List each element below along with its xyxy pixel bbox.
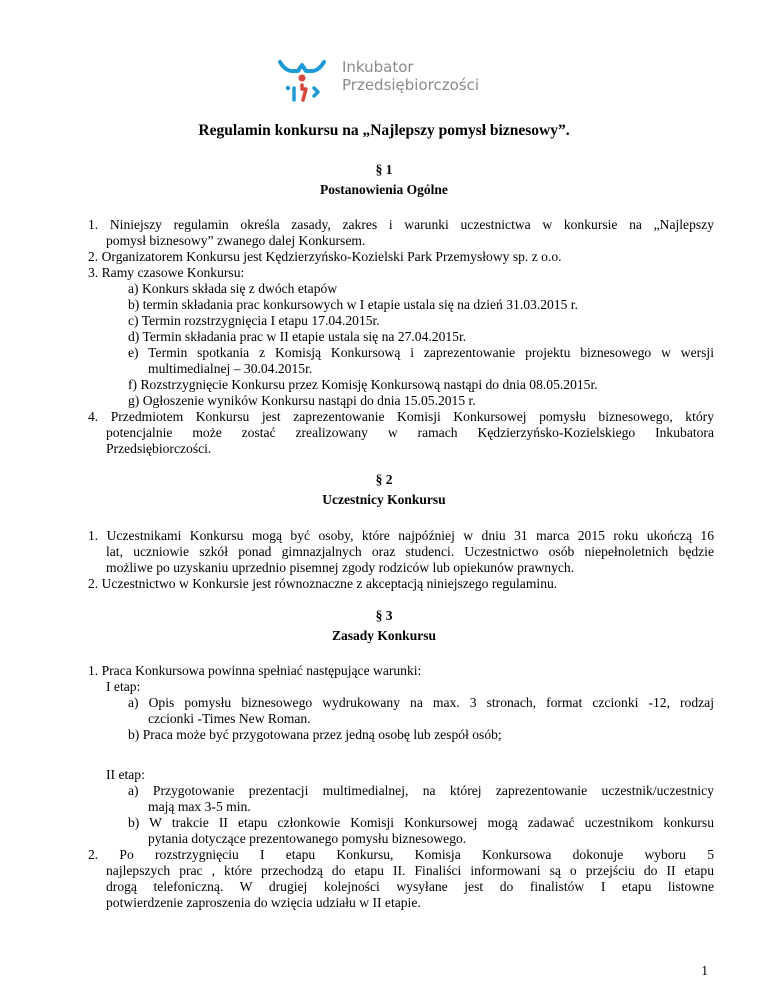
s2-p1-line2: lat, uczniowie szkół ponad gimnazjalnych oraz studenci. Uczestnictwo osób niepełnoletnich będzie bbox=[106, 544, 714, 559]
section-3-header bbox=[0, 608, 768, 643]
section-1-heading: Postanowienia Ogólne bbox=[320, 181, 448, 197]
section-3-heading: Zasady Konkursu bbox=[332, 627, 436, 643]
s3-p1: 1. Praca Konkursowa powinna spełniać następujące warunki: bbox=[88, 663, 422, 678]
s1-item-c: c) Termin rozstrzygnięcia I etapu 17.04.2015r. bbox=[128, 313, 380, 328]
s3-etap2-a-line1: a) Przygotowanie prezentacji multimedialnej, na której zaprezentowanie uczestnik/uczestnicy bbox=[128, 783, 714, 798]
s1-item-e-line1: e) Termin spotkania z Komisją Konkursową i zaprezentowanie projektu biznesowego w wersji bbox=[128, 345, 714, 360]
logo-line2: Przedsiębiorczości bbox=[342, 76, 480, 94]
s3-p2-line4: potwierdzenie zaproszenia do wzięcia udziału w II etapie. bbox=[106, 895, 421, 910]
logo-figure-icon bbox=[272, 52, 334, 108]
logo-line1: Inkubator bbox=[342, 58, 414, 76]
document-title: Regulamin konkursu na „Najlepszy pomysł biznesowy”. bbox=[198, 122, 570, 139]
s2-p2: 2. Uczestnictwo w Konkursie jest równoznaczne z akceptacją niniejszego regulaminu. bbox=[88, 576, 558, 591]
section-1-header bbox=[0, 162, 768, 197]
s3-etap1-b: b) Praca może być przygotowana przez jedną osobę lub zespół osób; bbox=[128, 727, 502, 742]
s3-etap2-b-line1: b) W trakcie II etapu członkowie Komisji Konkursowej mogą zadawać uczestnikom konkursu bbox=[128, 815, 714, 830]
inkubator-logo bbox=[272, 52, 502, 108]
s2-p1-line3: możliwe po uzyskaniu uprzednio pisemnej zgody rodziców lub opiekunów prawnych. bbox=[106, 560, 575, 575]
s3-etap2-a-line2: mają max 3-5 min. bbox=[148, 799, 251, 814]
s1-item-f: f) Rozstrzygnięcie Konkursu przez Komisję Konkursową nastąpi do dnia 08.05.2015r. bbox=[128, 377, 598, 392]
s1-item-a: a) Konkurs składa się z dwóch etapów bbox=[128, 281, 338, 296]
s3-etap1: I etap: bbox=[106, 679, 141, 694]
logo-text bbox=[342, 58, 479, 94]
s3-p2-line1: 2. Po rozstrzygnięciu I etapu Konkursu, Komisja Konkursowa dokonuje wyboru 5 bbox=[88, 847, 714, 862]
s3-p2-line3: drogą telefoniczną. W drugiej kolejności wysyłane jest do finalistów I etapu listowne bbox=[106, 879, 714, 894]
section-2-heading: Uczestnicy Konkursu bbox=[322, 491, 446, 507]
s1-p4-line3: Przedsiębiorczości. bbox=[106, 441, 212, 456]
s1-item-d: d) Termin składania prac w II etapie ustala się na 27.04.2015r. bbox=[128, 329, 467, 344]
section-1-number: § 1 bbox=[375, 162, 393, 177]
s2-p1-line1: 1. Uczestnikami Konkursu mogą być osoby, które najpóźniej w dniu 31 marca 2015 roku ukończą 16 bbox=[88, 528, 714, 543]
s1-p1-line1: 1. Niniejszy regulamin określa zasady, zakres i warunki uczestnictwa w konkursie na „Najlepszy bbox=[88, 217, 714, 232]
s1-p3: 3. Ramy czasowe Konkursu: bbox=[88, 265, 245, 280]
s3-etap1-a-line1: a) Opis pomysłu biznesowego wydrukowany na max. 3 stronach, format czcionki -12, rodzaj bbox=[128, 695, 714, 710]
s1-p4-line2: potencjalnie może zostać zrealizowany w ramach Kędzierzyńsko-Kozielskiego Inkubatora bbox=[106, 425, 714, 440]
page-number: 1 bbox=[701, 963, 708, 978]
section-3-number: § 3 bbox=[375, 608, 393, 623]
s3-etap2: II etap: bbox=[106, 767, 145, 782]
section-2-number: § 2 bbox=[375, 472, 393, 487]
s3-p2-line2: najlepszych prac , które przechodzą do etapu II. Finaliści informowani są o przejściu do II etapu bbox=[106, 863, 714, 878]
s1-item-e-line2: multimedialnej – 30.04.2015r. bbox=[148, 361, 313, 376]
s3-etap1-a-line2: czcionki -Times New Roman. bbox=[148, 711, 311, 726]
s1-item-g: g) Ogłoszenie wyników Konkursu nastąpi do dnia 15.05.2015 r. bbox=[128, 393, 476, 408]
s1-item-b: b) termin składania prac konkursowych w I etapie ustala się na dzień 31.03.2015 r. bbox=[128, 297, 578, 312]
section-2-header bbox=[0, 472, 768, 507]
s1-p2: 2. Organizatorem Konkursu jest Kędzierzyńsko-Kozielski Park Przemysłowy sp. z o.o. bbox=[88, 249, 562, 264]
s1-p1-line2: pomysł biznesowy” zwanego dalej Konkursem. bbox=[106, 233, 366, 248]
s1-p4-line1: 4. Przedmiotem Konkursu jest zaprezentowanie Komisji Konkursowej pomysłu biznesowego, który bbox=[88, 409, 714, 424]
s3-etap2-b-line2: pytania dotyczące prezentowanego pomysłu biznesowego. bbox=[148, 831, 467, 846]
